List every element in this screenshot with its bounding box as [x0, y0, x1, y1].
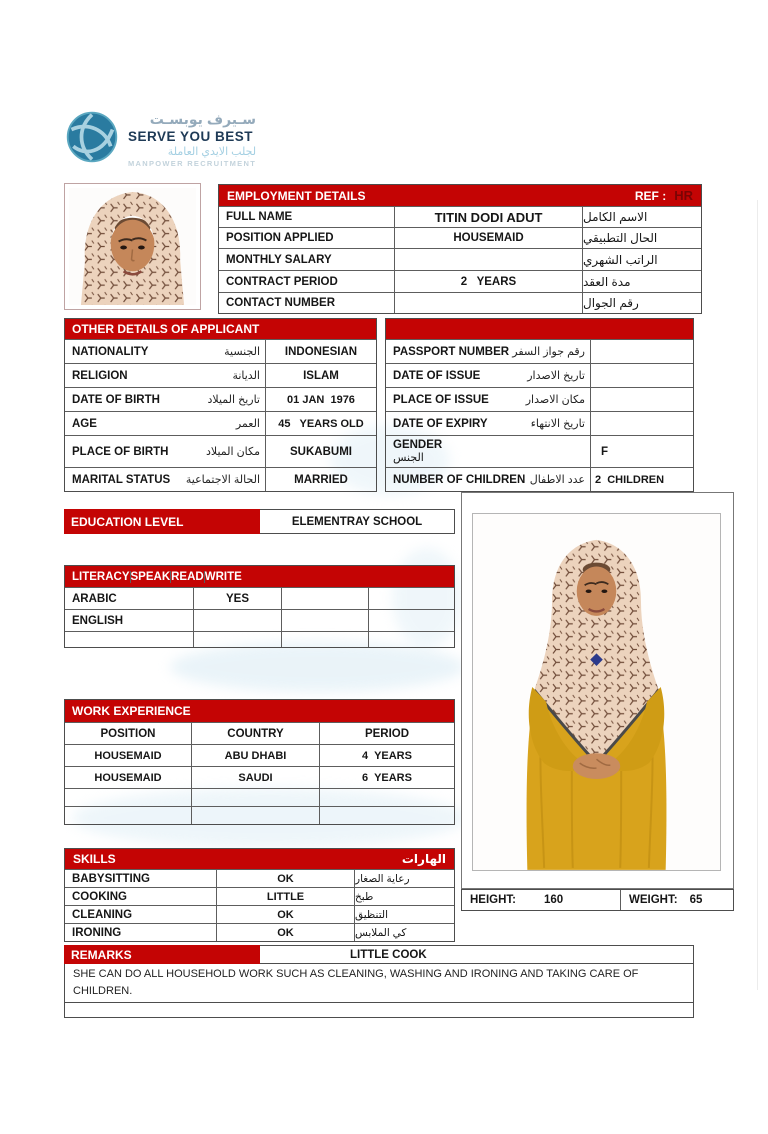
literacy-row [65, 587, 454, 609]
work-experience-row [65, 806, 454, 824]
field-label-arabic: الديانة [232, 370, 260, 382]
speak-cell: YES [193, 588, 281, 609]
column-header: READ [171, 570, 204, 583]
skill-row [65, 869, 454, 887]
field-label: MONTHLY SALARY [226, 253, 332, 266]
field-label-arabic: الجنسية [224, 346, 260, 358]
scan-page-edge [757, 200, 758, 990]
remarks-summary: LITTLE COOK [350, 948, 427, 961]
employment-details-table [218, 184, 702, 314]
weight-label: WEIGHT: [629, 894, 678, 906]
write-cell [368, 632, 454, 647]
field-value [394, 293, 582, 313]
field-value [590, 340, 693, 363]
field-label: PASSPORT NUMBER [393, 345, 510, 358]
field-label: CONTACT NUMBER [226, 297, 336, 309]
field-label-arabic: الراتب الشهري [582, 249, 701, 270]
education-level-value: ELEMENTRAY SCHOOL [260, 509, 455, 534]
remarks-text: SHE CAN DO ALL HOUSEHOLD WORK SUCH AS CLEANING, WASHING AND IRONING AND TAKING CARE OF CHILDREN. [64, 964, 694, 1003]
skill-label-arabic: التنظيق [354, 906, 454, 923]
language-cell: ARABIC [72, 592, 117, 605]
height-label: HEIGHT: [470, 894, 516, 906]
field-label-arabic: الجنس [393, 452, 424, 464]
height-weight-row [461, 889, 734, 911]
field-value: INDONESIAN [265, 340, 376, 363]
column-header: SPEAK [130, 570, 171, 583]
field-label: MARITAL STATUS [72, 473, 171, 486]
logo-tagline: MANPOWER RECRUITMENT [128, 159, 257, 168]
column-header: LITERACY [72, 570, 130, 583]
speak-cell [193, 610, 281, 631]
field-value: ISLAM [265, 364, 376, 387]
field-value: MARRIED [265, 468, 376, 491]
section-title-arabic: الهارات [401, 852, 446, 866]
other-details-header-extension [386, 319, 693, 339]
field-value: F [590, 436, 693, 467]
period-cell: 4 YEARS [319, 745, 454, 766]
field-label: DATE OF ISSUE [393, 369, 481, 382]
skill-label: CLEANING [72, 908, 133, 921]
field-label-arabic: مدة العقد [582, 271, 701, 292]
column-header: COUNTRY [191, 723, 319, 744]
work-experience-header [65, 700, 454, 722]
period-cell [319, 807, 454, 824]
field-label-arabic: تاريخ الاصدار [527, 370, 585, 382]
write-cell [368, 610, 454, 631]
work-experience-row [65, 744, 454, 766]
field-value: 45 YEARS OLD [265, 412, 376, 435]
education-level-row [64, 509, 455, 534]
globe-swirl-icon [64, 106, 120, 173]
read-cell [281, 632, 368, 647]
work-experience-row [65, 766, 454, 788]
field-label: CONTRACT PERIOD [226, 275, 338, 288]
remarks-empty-row [64, 1003, 694, 1018]
agency-logo [64, 106, 256, 173]
skill-label: BABYSITTING [72, 872, 150, 885]
write-cell [368, 588, 454, 609]
ref-label: REF : [634, 188, 667, 203]
skill-value: LITTLE [216, 888, 354, 905]
section-title: WORK EXPERIENCE [72, 704, 191, 718]
field-label: DATE OF BIRTH [72, 393, 160, 406]
country-cell [191, 807, 319, 824]
logo-arabic-name: سـيرف يوبسـت [149, 111, 257, 127]
language-cell [65, 632, 193, 647]
field-value: 2 CHILDREN [590, 468, 693, 491]
literacy-row [65, 609, 454, 631]
position-cell [65, 789, 191, 806]
field-label-arabic: تاريخ الانتهاء [530, 418, 585, 430]
literacy-row [65, 631, 454, 647]
other-details-table-left [64, 318, 377, 492]
employment-details-header [219, 185, 701, 206]
country-cell [191, 789, 319, 806]
skill-value: OK [216, 870, 354, 887]
section-title: EMPLOYMENT DETAILS [227, 188, 366, 203]
field-label-arabic: عدد الاطفال [529, 474, 585, 486]
position-cell: HOUSEMAID [94, 749, 162, 762]
field-label: AGE [72, 417, 97, 430]
literacy-header-row [65, 566, 454, 587]
column-header: PERIOD [319, 723, 454, 744]
field-value: SUKABUMI [265, 436, 376, 467]
country-cell: ABU DHABI [191, 745, 319, 766]
field-label-arabic: تاريخ الميلاد [207, 394, 260, 406]
position-cell [65, 807, 191, 824]
section-title: EDUCATION LEVEL [71, 514, 184, 529]
field-label: PLACE OF BIRTH [72, 445, 169, 458]
field-value [590, 412, 693, 435]
field-value: TITIN DODI ADUT [394, 207, 582, 227]
field-label-arabic: العمر [235, 418, 260, 430]
field-label: FULL NAME [226, 211, 293, 223]
section-title: OTHER DETAILS OF APPLICANT [72, 322, 260, 336]
field-label: POSITION APPLIED [226, 232, 334, 244]
section-title: REMARKS [71, 947, 132, 962]
other-details-header [65, 319, 376, 339]
weight-value: 65 [689, 894, 703, 906]
section-title: SKILLS [73, 852, 116, 866]
remarks-summary-cell [260, 945, 694, 964]
remarks-section [64, 945, 694, 1018]
work-experience-row [65, 788, 454, 806]
skill-row [65, 887, 454, 905]
period-cell [319, 789, 454, 806]
education-level-label [64, 509, 260, 534]
skill-label: IRONING [72, 926, 122, 939]
column-header: POSITION [100, 727, 156, 740]
work-experience-table [64, 699, 455, 825]
field-label-arabic: رقم جواز السفر [512, 346, 585, 358]
field-value: HOUSEMAID [394, 228, 582, 248]
field-value [590, 388, 693, 411]
other-details-table-right [385, 318, 694, 492]
fullbody-photo-frame [472, 513, 721, 871]
field-label-arabic: مكان الميلاد [205, 446, 260, 458]
position-cell: HOUSEMAID [94, 771, 162, 784]
field-value: 2 YEARS [394, 271, 582, 292]
skill-row [65, 923, 454, 941]
field-label: PLACE OF ISSUE [393, 393, 489, 406]
skills-table [64, 848, 455, 942]
speak-cell [193, 632, 281, 647]
skill-value: OK [216, 924, 354, 941]
column-header: WRITE [204, 570, 242, 583]
watermark-swoosh [170, 642, 465, 692]
read-cell [281, 588, 368, 609]
field-label-arabic: رقم الجوال [582, 293, 701, 313]
field-label: NATIONALITY [72, 345, 149, 358]
skill-label-arabic: رعاية الصغار [354, 870, 454, 887]
logo-arabic-tagline: لجلب الايدي العاملة [167, 146, 257, 158]
remarks-header [64, 945, 260, 964]
field-label: NUMBER OF CHILDREN [393, 473, 526, 486]
field-value: 01 JAN 1976 [265, 388, 376, 411]
skill-value: OK [216, 906, 354, 923]
field-value [394, 249, 582, 270]
height-value: 160 [544, 894, 564, 906]
field-label-arabic: الحالة الاجتماعية [185, 474, 260, 486]
literacy-table [64, 565, 455, 648]
skill-label: COOKING [72, 890, 127, 903]
skill-label-arabic: كي الملابس [354, 924, 454, 941]
field-label-arabic: الحال التطبيقي [582, 228, 701, 248]
skills-header [65, 849, 454, 869]
skill-label-arabic: طبخ [354, 888, 454, 905]
country-cell: SAUDI [191, 767, 319, 788]
field-label-arabic: مكان الاصدار [525, 394, 585, 406]
skill-row [65, 905, 454, 923]
ref-value: HR [674, 188, 693, 203]
field-label: DATE OF EXPIRY [393, 417, 488, 430]
read-cell [281, 610, 368, 631]
field-label-arabic: الاسم الكامل [582, 207, 701, 227]
field-label: RELIGION [72, 369, 128, 382]
language-cell: ENGLISH [72, 614, 124, 627]
logo-name: SERVE YOU BEST [128, 129, 254, 144]
applicant-fullbody-photo-panel [461, 492, 734, 889]
applicant-headshot-photo [64, 183, 201, 310]
field-label: GENDER [393, 439, 443, 451]
period-cell: 6 YEARS [319, 767, 454, 788]
field-value [590, 364, 693, 387]
